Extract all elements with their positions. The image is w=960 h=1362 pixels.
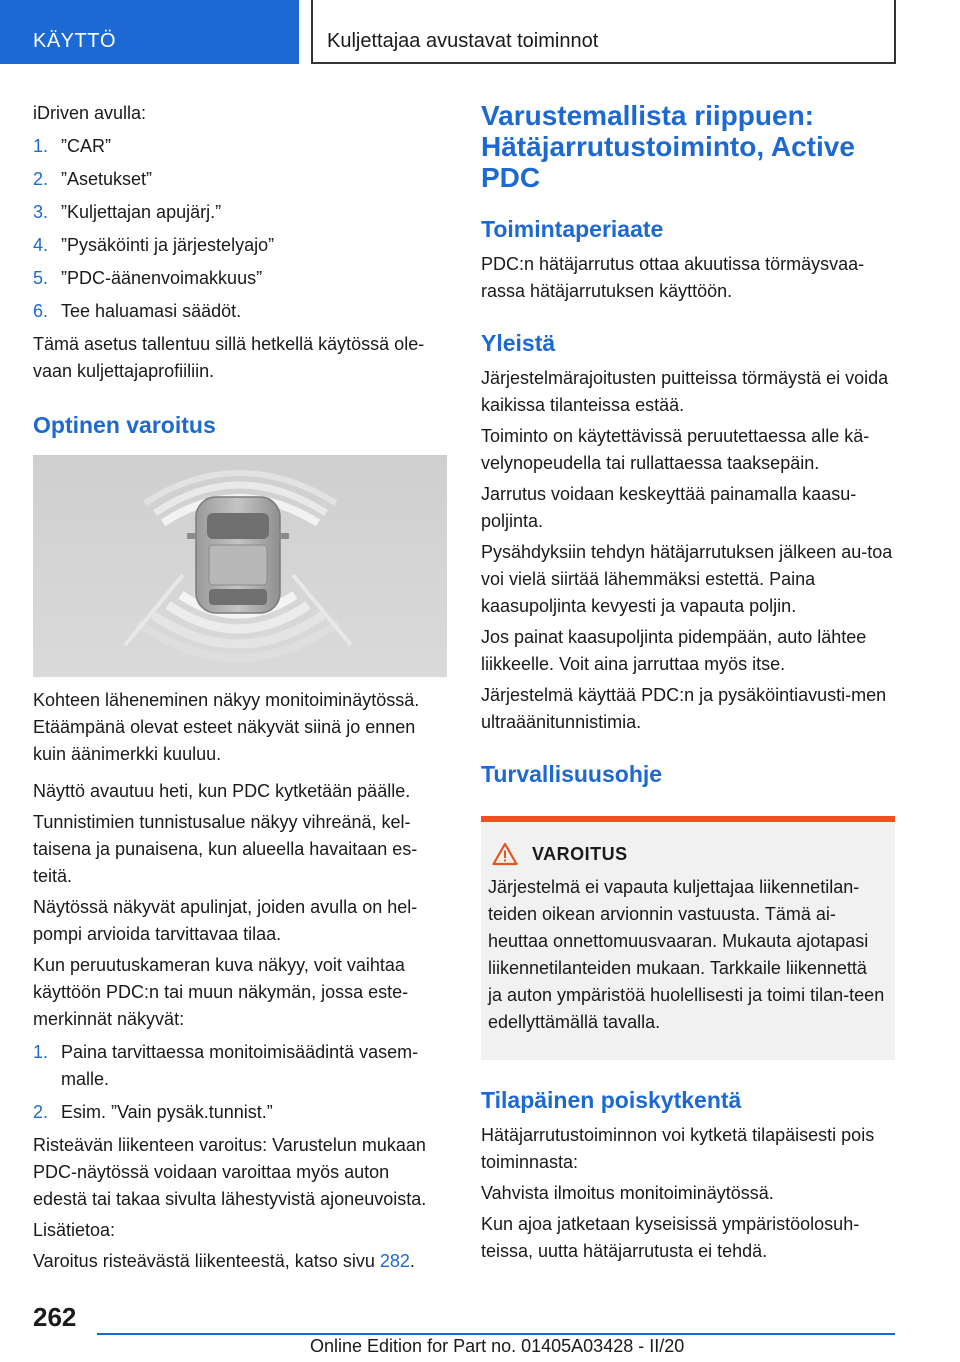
edition-text: Online Edition for Part no. 01405A03428 - II/20 [310, 1336, 685, 1356]
list-item [33, 232, 447, 259]
pdc-illustration [33, 455, 447, 677]
step-text: ”PDC-äänenvoimakkuus” [61, 268, 263, 288]
step-text: ”CAR” [61, 136, 111, 156]
temporary-off-paragraph: Vahvista ilmoitus monitoiminäytössä. [481, 1183, 774, 1203]
footer-divider [97, 1333, 895, 1335]
step-text: Esim. ”Vain pysäk.tunnist.” [61, 1102, 273, 1122]
general-paragraph: Järjestelmä käyttää PDC:n ja pysäköintiavusti-men ultraäänitunnistimia. [481, 685, 887, 732]
optical-warning-heading: Optinen varoitus [33, 412, 216, 438]
more-info-label: Lisätietoa: [33, 1220, 116, 1240]
page-header [0, 0, 960, 64]
warning-title: VAROITUS [532, 843, 628, 864]
list-item [33, 166, 447, 193]
approach-text: Kohteen läheneminen näkyy monitoiminäytössä. Etäämpänä olevat esteet näkyvät siinä jo ennen kuin äänimerkki kuuluu. [33, 690, 420, 764]
warning-box [481, 816, 895, 1060]
guide-lines-text: Näytössä näkyvät apulinjat, joiden avulla on hel-pompi arvioida tarvittavaa tilaa. [33, 897, 418, 944]
step-text: ”Asetukset” [61, 169, 153, 189]
sensor-range-text: Tunnistimien tunnistusalue näkyy vihreänä, kel-taisena ja punaisena, kun alueella havaitaan es-teitä. [33, 812, 418, 886]
list-item [33, 199, 447, 226]
temporary-off-paragraph: Hätäjarrutustoiminnon voi kytketä tilapäisesti pois toiminnasta: [481, 1125, 875, 1172]
parking-sensor-graphic [33, 455, 447, 677]
camera-view-text: Kun peruutuskameran kuva näkyy, voit vaihtaa käyttöön PDC:n tai muun näkymän, jossa este-merkinnät näkyvät: [33, 955, 409, 1029]
idrive-steps-list [33, 133, 447, 325]
step-number: 5. [33, 268, 49, 288]
step-number: 4. [33, 235, 49, 255]
step-number: 2. [33, 169, 49, 189]
list-item [33, 133, 447, 160]
section-heading: Varustemallista riippuen: Hätäjarrutustoiminto, Active PDC [481, 100, 855, 193]
camera-steps-list [33, 1039, 447, 1126]
list-item [33, 1099, 447, 1126]
step-number: 1. [33, 136, 49, 156]
chapter-title: Kuljettajaa avustavat toiminnot [311, 0, 896, 64]
temporary-off-paragraph: Kun ajoa jatketaan kyseisissä ympäristöolosuh-teissa, uutta hätäjarrutusta ei tehdä. [481, 1214, 860, 1261]
general-paragraph: Toiminto on käytettävissä peruutettaessa alle kä-velynopeudella tai rullattaessa taaksepäin. [481, 426, 870, 473]
cross-reference [33, 1248, 447, 1275]
display-open-text: Näyttö avautuu heti, kun PDC kytketään päälle. [33, 781, 411, 801]
warning-text: Järjestelmä ei vapauta kuljettajaa liikennetilan-teiden oikean arvionnin vastuusta. Tämä ai-heuttaa onnettomuusvaaran. Mukauta ajotapasi liikennetilanteiden mukaan. Tarkkaile liikennettä ja auton ympäristöä huolellisesti ja toimi tilan-teen edellyttämällä tavalla. [488, 877, 885, 1032]
safety-heading: Turvallisuusohje [481, 761, 663, 787]
principle-heading: Toimintaperiaate [481, 216, 664, 242]
list-item [33, 298, 447, 325]
list-item [33, 1039, 447, 1093]
general-paragraph: Jarrutus voidaan keskeyttää painamalla kaasu-poljinta. [481, 484, 857, 531]
reference-text: Varoitus risteävästä liikenteestä, katso sivu [33, 1251, 380, 1271]
section-tab: KÄYTTÖ [0, 0, 299, 64]
step-number: 1. [33, 1042, 49, 1062]
principle-text: PDC:n hätäjarrutus ottaa akuutissa törmäysvaa-rassa hätäjarrutuksen käyttöön. [481, 254, 865, 301]
step-number: 3. [33, 202, 49, 222]
warning-triangle-icon [492, 842, 518, 866]
page-number: 262 [33, 1302, 77, 1332]
left-column [33, 100, 447, 1279]
general-heading: Yleistä [481, 330, 556, 356]
cross-traffic-text: Risteävän liikenteen varoitus: Varustelun mukaan PDC-näytössä voidaan varoittaa myös auton edestä tai takaa sivulta lähestyvistä ajoneuvoista. [33, 1135, 427, 1209]
general-paragraph: Järjestelmärajoitusten puitteissa törmäystä ei voida kaikissa tilanteissa estää. [481, 368, 889, 415]
reference-end: . [409, 1251, 415, 1271]
step-text: Tee haluamasi säädöt. [61, 301, 242, 321]
right-column [481, 100, 895, 1269]
page-footer [0, 1296, 960, 1362]
list-item [33, 265, 447, 292]
temporary-off-heading: Tilapäinen poiskytkentä [481, 1087, 742, 1113]
general-paragraph: Jos painat kaasupoljinta pidempään, auto lähtee liikkeelle. Voit aina jarruttaa myös itse. [481, 627, 867, 674]
save-note: Tämä asetus tallentuu sillä hetkellä käytössä ole-vaan kuljettajaprofiiliin. [33, 334, 425, 381]
step-number: 2. [33, 1102, 49, 1122]
step-number: 6. [33, 301, 49, 321]
step-text: ”Kuljettajan apujärj.” [61, 202, 222, 222]
step-text: Paina tarvittaessa monitoimisäädintä vasem-malle. [61, 1042, 419, 1089]
page-reference-link[interactable]: 282 [379, 1251, 410, 1271]
general-paragraph: Pysähdyksiin tehdyn hätäjarrutuksen jälkeen au-toa voi vielä siirtää lähemmäksi estettä. Paina kaasupoljinta kevyesti ja vapauta poljin. [481, 542, 893, 616]
intro-text: iDriven avulla: [33, 103, 147, 123]
warning-header [488, 842, 885, 866]
step-text: ”Pysäköinti ja järjestelyajo” [61, 235, 275, 255]
